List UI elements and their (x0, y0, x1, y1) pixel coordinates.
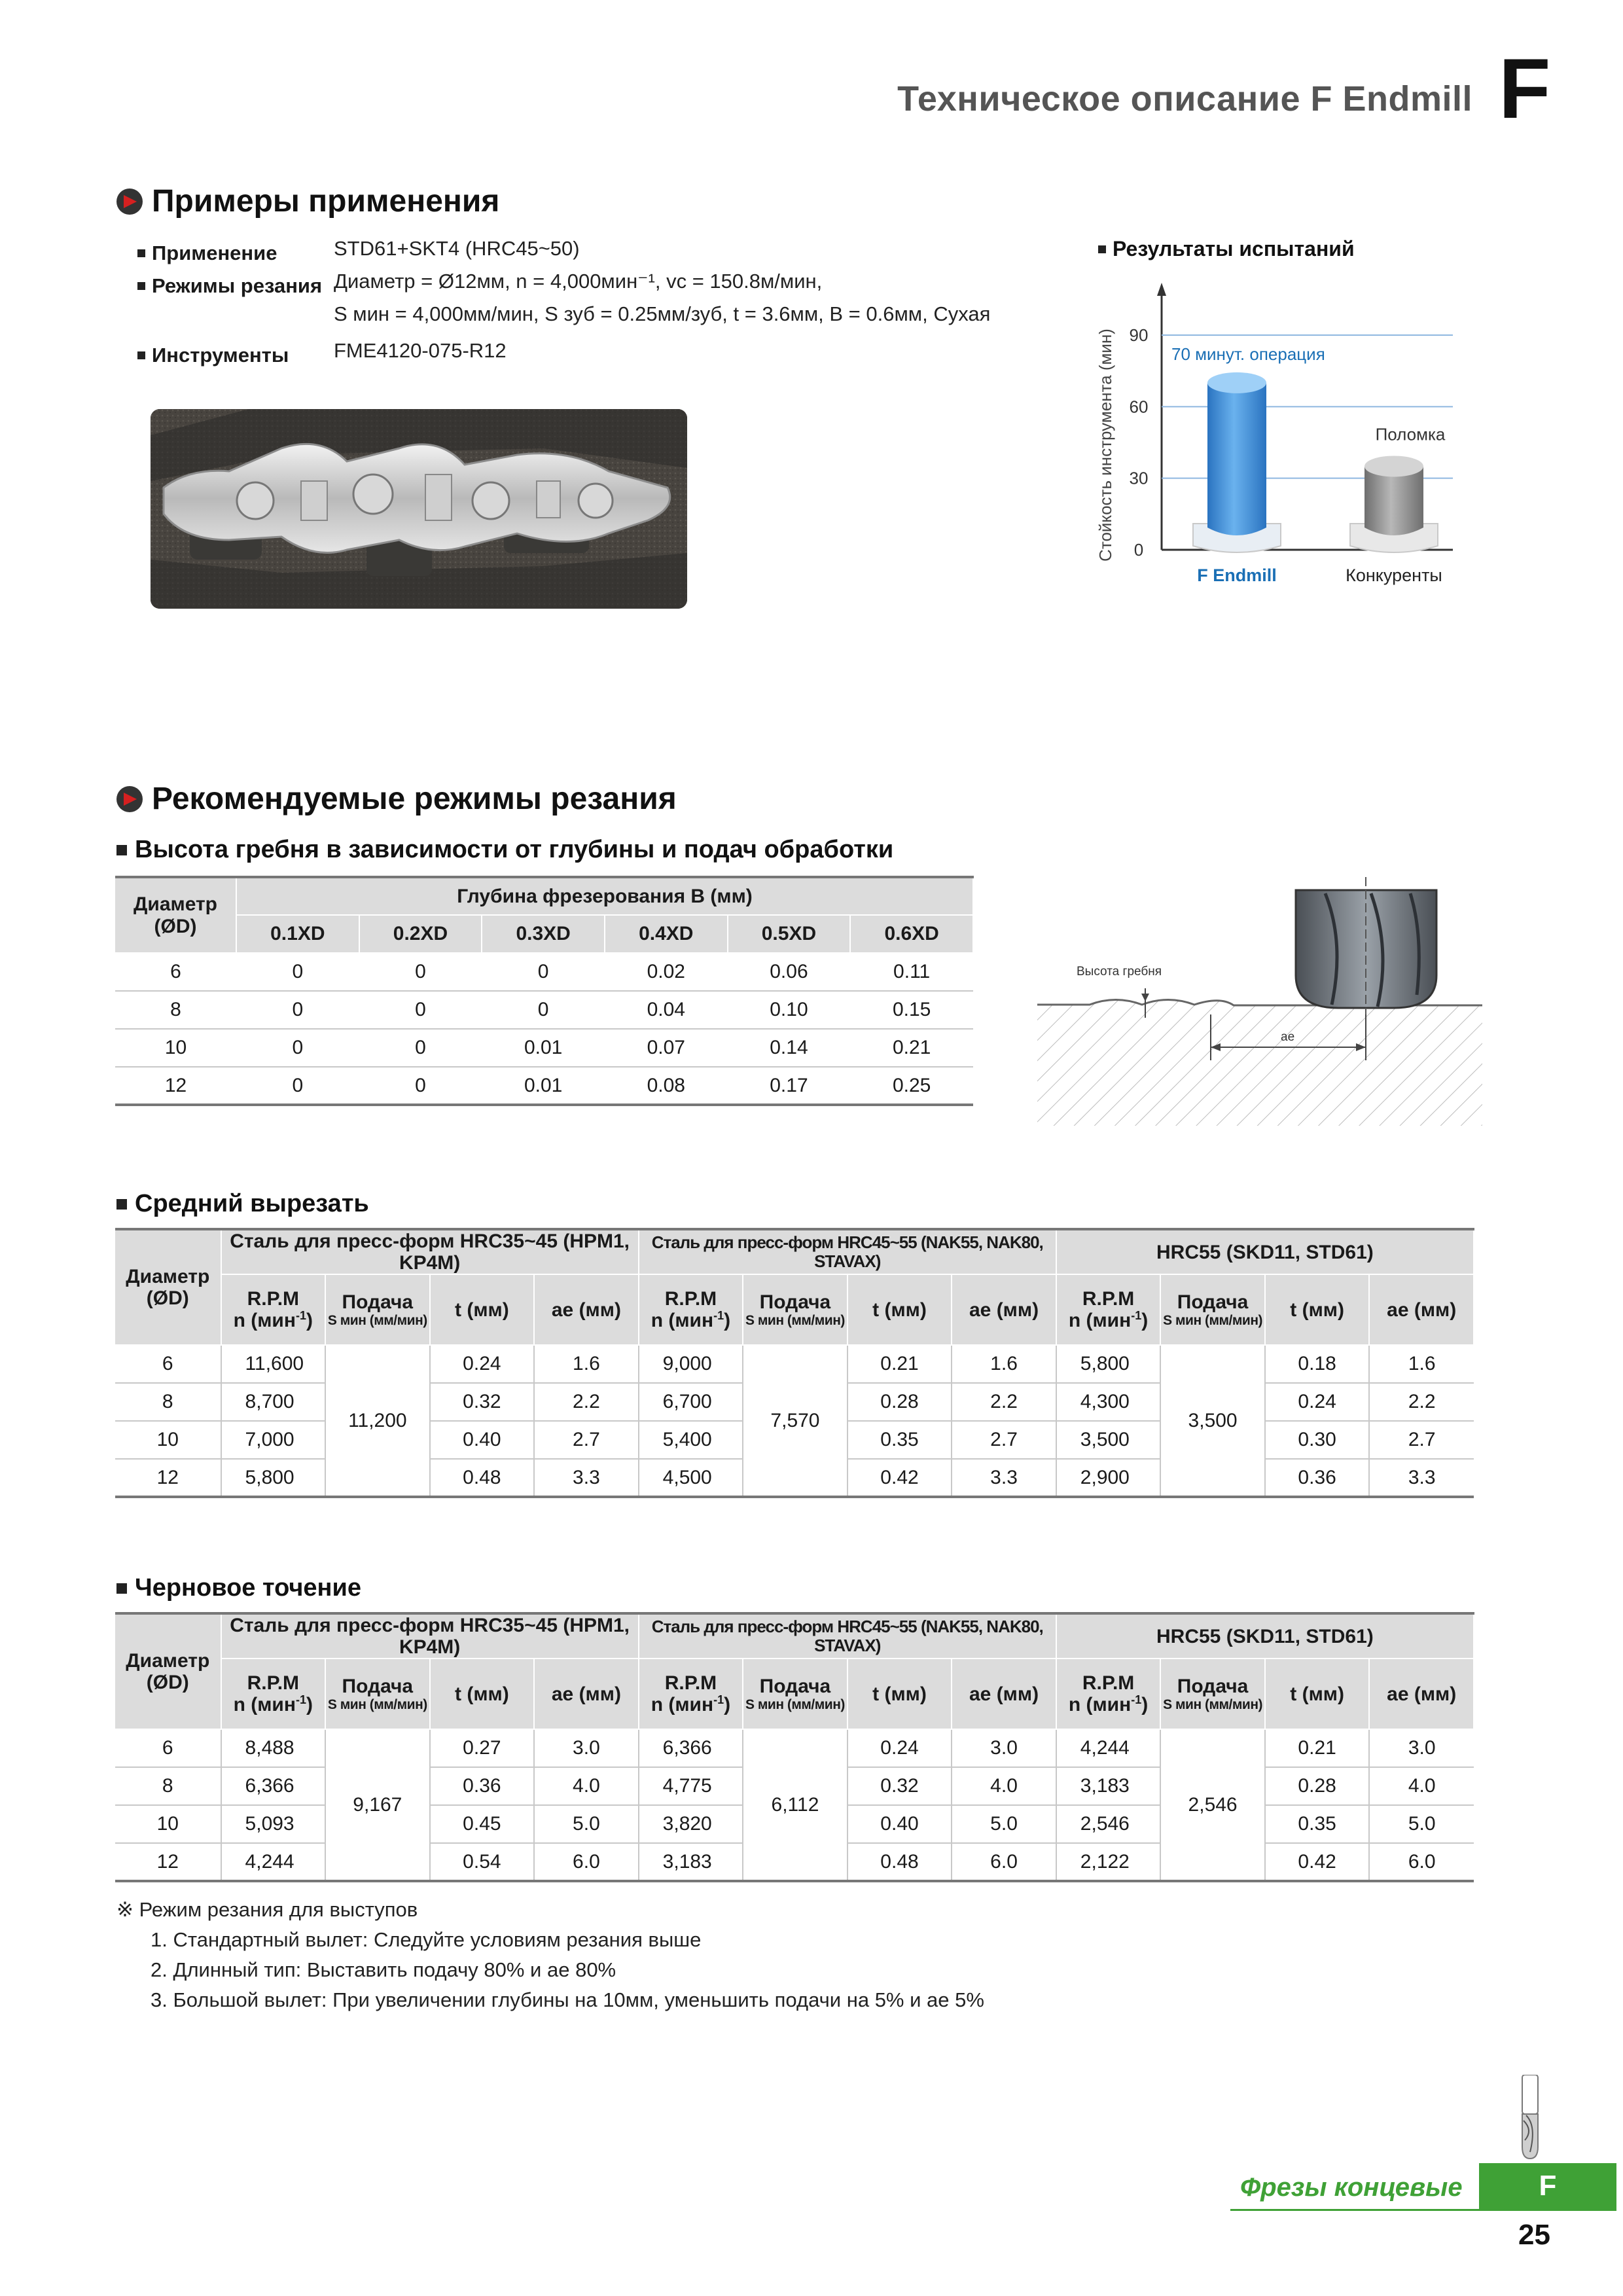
col-ae: ae (мм) (534, 1274, 639, 1345)
cell-diameter: 8 (115, 1383, 221, 1421)
cell-rpm: 8,488 (221, 1729, 326, 1767)
application-heading-text: Примеры применения (152, 184, 500, 219)
cell-ridge-height: 0.01 (482, 1029, 605, 1067)
cell-rpm: 3,820 (639, 1805, 743, 1843)
cell-ae: 2.2 (534, 1383, 639, 1421)
cell-t: 0.54 (430, 1843, 535, 1881)
application-heading (116, 183, 499, 219)
cell-rpm: 5,093 (221, 1805, 326, 1843)
endmill-icon (1517, 2075, 1543, 2160)
info-value: STD61+SKT4 (HRC45~50) (334, 237, 580, 260)
cell-rpm: 4,300 (1056, 1383, 1161, 1421)
cell-rpm: 7,000 (221, 1421, 326, 1459)
col-t: t (мм) (430, 1659, 535, 1729)
info-value: Диаметр = Ø12мм, n = 4,000мин⁻¹, vc = 150.8м/мин, (334, 270, 823, 293)
col-rpm-label: R.P.M (1082, 1288, 1135, 1310)
cell-t: 0.40 (430, 1421, 535, 1459)
medium-heading-text: Средний вырезать (135, 1190, 369, 1217)
cell-t: 0.36 (1265, 1459, 1370, 1497)
col-t: t (мм) (1265, 1659, 1370, 1729)
col-feed (1160, 1659, 1265, 1729)
cell-diameter: 6 (115, 1729, 221, 1767)
cell-ae: 4.0 (534, 1767, 639, 1805)
cell-ridge-height: 0.02 (605, 953, 728, 991)
cell-ridge-height: 0 (359, 1067, 482, 1105)
col-ae: ae (мм) (952, 1274, 1056, 1345)
cell-rpm: 4,775 (639, 1767, 743, 1805)
table-row (115, 1067, 973, 1105)
cell-ridge-height: 0.04 (605, 991, 728, 1029)
y-tick-label: 30 (1129, 468, 1149, 488)
col-ae: ae (мм) (952, 1659, 1056, 1729)
ae-label: ae (1281, 1030, 1295, 1044)
ridge-diagram (1037, 877, 1482, 1126)
cell-t: 0.24 (847, 1729, 952, 1767)
cell-diameter: 12 (115, 1843, 221, 1881)
cell-ridge-height: 0 (236, 1067, 359, 1105)
cell-rpm: 11,600 (221, 1345, 326, 1383)
cell-feed: 2,546 (1160, 1729, 1265, 1881)
cell-ridge-height: 0 (482, 953, 605, 991)
cell-ae: 1.6 (534, 1345, 639, 1383)
col-group-material: Сталь для пресс-форм HRC45~55 (NAK55, NAK80, STAVAX) (639, 1229, 1056, 1274)
cell-t: 0.24 (1265, 1383, 1370, 1421)
cell-rpm: 5,400 (639, 1421, 743, 1459)
cell-ae: 5.0 (1369, 1805, 1474, 1843)
cell-feed: 7,570 (743, 1345, 847, 1497)
cell-rpm: 3,183 (1056, 1767, 1161, 1805)
note-item: 2. Длинный тип: Выставить подачу 80% и ae 80% (151, 1958, 616, 1981)
col-rpm-label: R.P.M (664, 1288, 717, 1310)
col-group-material: HRC55 (SKD11, STD61) (1056, 1613, 1474, 1659)
y-tick-label: 90 (1129, 325, 1149, 345)
col-feed-unit: S мин (мм/мин) (327, 1696, 427, 1712)
cell-ridge-height: 0.25 (850, 1067, 973, 1105)
cell-ae: 2.7 (952, 1421, 1056, 1459)
cell-ae: 3.0 (952, 1729, 1056, 1767)
col-group-material: Сталь для пресс-форм HRC35~45 (HPM1, KP4M) (221, 1229, 639, 1274)
cell-ae: 2.7 (534, 1421, 639, 1459)
cell-t: 0.48 (430, 1459, 535, 1497)
col-rpm (1056, 1659, 1161, 1729)
col-rpm-unit: n (мин$^{-1}$) (1068, 1309, 1149, 1331)
page-number: 25 (1518, 2219, 1550, 2251)
bar-annotation: 70 минут. операция (1171, 344, 1325, 364)
cell-ae: 2.2 (1369, 1383, 1474, 1421)
rpm-unit-text: n (мин (233, 1694, 296, 1715)
table-row (115, 1029, 973, 1067)
chart-title: Результаты испытаний (1113, 237, 1355, 260)
medium-cut-table (115, 1228, 1474, 1498)
cell-ridge-height: 0.07 (605, 1029, 728, 1067)
notes (116, 1898, 984, 2018)
col-ae: ae (мм) (1369, 1659, 1474, 1729)
rpm-unit-text: n (мин (233, 1310, 296, 1331)
cell-diameter: 10 (115, 1421, 221, 1459)
col-group-material: Сталь для пресс-форм HRC45~55 (NAK55, NAK80, STAVAX) (639, 1613, 1056, 1659)
col-feed (1160, 1274, 1265, 1345)
arrow-circle-icon (116, 188, 143, 215)
cell-t: 0.18 (1265, 1345, 1370, 1383)
col-feed-label: Подача (342, 1675, 414, 1697)
col-rpm-unit: n (мин$^{-1}$) (233, 1309, 313, 1331)
cell-ridge-height: 0.01 (482, 1067, 605, 1105)
info-value: FME4120-075-R12 (334, 339, 507, 362)
y-axis-label: Стойкость инструмента (мин) (1096, 329, 1115, 562)
cell-feed: 11,200 (325, 1345, 430, 1497)
bar-annotation: Поломка (1375, 424, 1446, 444)
cell-diameter: 10 (115, 1805, 221, 1843)
cell-rpm: 2,122 (1056, 1843, 1161, 1881)
col-depth: 0.2XD (359, 915, 482, 953)
ridge-height-table (115, 876, 974, 1106)
cell-ae: 3.0 (1369, 1729, 1474, 1767)
cell-ridge-height: 0.17 (728, 1067, 851, 1105)
info-row-application (137, 237, 990, 270)
cell-ridge-height: 0.14 (728, 1029, 851, 1067)
col-feed-label: Подача (342, 1291, 414, 1313)
col-feed-unit: S мин (мм/мин) (745, 1696, 845, 1712)
col-rpm-label: R.P.M (247, 1672, 300, 1694)
col-group-depth: Глубина фрезерования B (мм) (236, 877, 973, 915)
cell-feed: 9,167 (325, 1729, 430, 1881)
col-depth: 0.5XD (728, 915, 851, 953)
arrow-circle-icon (116, 786, 143, 812)
col-rpm (1056, 1274, 1161, 1345)
cell-ridge-height: 0 (482, 991, 605, 1029)
cell-t: 0.42 (847, 1459, 952, 1497)
info-row-modes (137, 270, 990, 302)
col-feed-label: Подача (1177, 1291, 1249, 1313)
rough-cut-table (115, 1612, 1474, 1882)
cell-rpm: 8,700 (221, 1383, 326, 1421)
col-t: t (мм) (430, 1274, 535, 1345)
bullet-icon (116, 1199, 127, 1210)
cell-t: 0.35 (847, 1421, 952, 1459)
cell-rpm: 6,366 (639, 1729, 743, 1767)
cell-ae: 4.0 (1369, 1767, 1474, 1805)
section-letter: F (1499, 41, 1551, 136)
ridge-heading-text: Высота гребня в зависимости от глубины и подач обработки (135, 836, 894, 863)
col-rpm (221, 1659, 326, 1729)
info-value: S мин = 4,000мм/мин, S зуб = 0.25мм/зуб, t = 3.6мм, B = 0.6мм, Сухая (334, 302, 991, 325)
cell-diameter: 8 (115, 991, 236, 1029)
cell-ridge-height: 0.10 (728, 991, 851, 1029)
col-ae: ae (мм) (1369, 1274, 1474, 1345)
cell-diameter: 12 (115, 1067, 236, 1105)
col-rpm (221, 1274, 326, 1345)
col-rpm-label: R.P.M (247, 1288, 300, 1310)
col-feed-label: Подача (1177, 1675, 1249, 1697)
col-rpm (639, 1659, 743, 1729)
cell-rpm: 2,546 (1056, 1805, 1161, 1843)
info-label (137, 302, 334, 339)
table-row (115, 1729, 1474, 1767)
cell-rpm: 6,366 (221, 1767, 326, 1805)
cell-ridge-height: 0.08 (605, 1067, 728, 1105)
cell-ae: 6.0 (1369, 1843, 1474, 1881)
col-rpm-label: R.P.M (1082, 1672, 1135, 1694)
bar-f-endmill (1193, 372, 1281, 552)
cell-feed: 6,112 (743, 1729, 847, 1881)
col-depth: 0.4XD (605, 915, 728, 953)
cell-ridge-height: 0.21 (850, 1029, 973, 1067)
cell-t: 0.42 (1265, 1843, 1370, 1881)
recommended-heading-text: Рекомендуемые режимы резания (152, 781, 677, 816)
cell-diameter: 6 (115, 1345, 221, 1383)
col-feed-unit: S мин (мм/мин) (1163, 1696, 1262, 1712)
cell-t: 0.45 (430, 1805, 535, 1843)
cell-t: 0.36 (430, 1767, 535, 1805)
col-feed (325, 1659, 430, 1729)
col-group-material: Сталь для пресс-форм HRC35~45 (HPM1, KP4M) (221, 1613, 639, 1659)
cell-ae: 6.0 (952, 1843, 1056, 1881)
cell-rpm: 5,800 (1056, 1345, 1161, 1383)
bullet-icon (137, 249, 145, 257)
cell-ridge-height: 0 (359, 1029, 482, 1067)
cell-ae: 1.6 (1369, 1345, 1474, 1383)
cell-t: 0.21 (1265, 1729, 1370, 1767)
col-depth: 0.1XD (236, 915, 359, 953)
rpm-unit-text: n (мин (1068, 1310, 1132, 1331)
info-label: Применение (152, 242, 277, 264)
ridge-label: Высота гребня (1077, 965, 1162, 978)
table-row (115, 991, 973, 1029)
cell-diameter: 6 (115, 953, 236, 991)
col-rpm (639, 1274, 743, 1345)
rough-heading (116, 1574, 361, 1602)
cell-ae: 6.0 (534, 1843, 639, 1881)
workpiece-photo (151, 409, 687, 609)
col-t: t (мм) (847, 1659, 952, 1729)
cell-t: 0.28 (847, 1383, 952, 1421)
cell-ae: 3.0 (534, 1729, 639, 1767)
cell-rpm: 3,500 (1056, 1421, 1161, 1459)
col-feed (743, 1659, 847, 1729)
col-rpm-unit: n (мин$^{-1}$) (651, 1693, 731, 1715)
ridge-heading (116, 836, 893, 864)
cell-diameter: 12 (115, 1459, 221, 1497)
col-feed-label: Подача (759, 1291, 831, 1313)
cell-rpm: 4,244 (221, 1843, 326, 1881)
bullet-icon (137, 351, 145, 359)
cell-rpm: 6,700 (639, 1383, 743, 1421)
cell-rpm: 5,800 (221, 1459, 326, 1497)
cell-rpm: 2,900 (1056, 1459, 1161, 1497)
col-rpm-unit: n (мин$^{-1}$) (651, 1309, 731, 1331)
col-ae: ae (мм) (534, 1659, 639, 1729)
cell-ridge-height: 0.11 (850, 953, 973, 991)
cell-t: 0.24 (430, 1345, 535, 1383)
bullet-icon (116, 1583, 127, 1594)
medium-heading (116, 1190, 369, 1218)
col-group-material: HRC55 (SKD11, STD61) (1056, 1229, 1474, 1274)
col-t: t (мм) (1265, 1274, 1370, 1345)
cell-rpm: 3,183 (639, 1843, 743, 1881)
y-tick-label: 0 (1133, 540, 1144, 560)
recommended-heading (116, 781, 677, 817)
cell-t: 0.40 (847, 1805, 952, 1843)
cell-ridge-height: 0.06 (728, 953, 851, 991)
footer-divider (1230, 2209, 1616, 2211)
col-feed (325, 1274, 430, 1345)
cell-rpm: 9,000 (639, 1345, 743, 1383)
rpm-unit-text: n (мин (1068, 1694, 1132, 1715)
chart-heading (1098, 237, 1355, 261)
cell-t: 0.30 (1265, 1421, 1370, 1459)
cell-t: 0.32 (847, 1767, 952, 1805)
y-tick-label: 60 (1129, 397, 1149, 417)
cell-t: 0.48 (847, 1843, 952, 1881)
cell-t: 0.27 (430, 1729, 535, 1767)
info-row-tools (137, 339, 990, 372)
info-label: Режимы резания (152, 274, 323, 297)
cell-ridge-height: 0 (359, 991, 482, 1029)
cell-ae: 2.7 (1369, 1421, 1474, 1459)
footer-tab: F (1479, 2163, 1616, 2209)
test-results-chart (1086, 275, 1479, 596)
x-category-label: F Endmill (1197, 565, 1277, 585)
rpm-unit-text: n (мин (651, 1310, 714, 1331)
cell-ae: 3.3 (1369, 1459, 1474, 1497)
cell-rpm: 4,500 (639, 1459, 743, 1497)
col-rpm-unit: n (мин$^{-1}$) (233, 1693, 313, 1715)
cell-ridge-height: 0 (236, 1029, 359, 1067)
x-category-label: Конкуренты (1346, 565, 1442, 585)
cell-t: 0.21 (847, 1345, 952, 1383)
col-rpm-unit: n (мин$^{-1}$) (1068, 1693, 1149, 1715)
col-diameter: Диаметр (ØD) (115, 1229, 221, 1345)
bullet-icon (137, 282, 145, 290)
col-t: t (мм) (847, 1274, 952, 1345)
rpm-unit-text: n (мин (651, 1694, 714, 1715)
page-title: Техническое описание F Endmill (897, 79, 1472, 118)
bullet-icon (116, 845, 127, 855)
col-diameter: Диаметр (ØD) (115, 1613, 221, 1729)
cell-ae: 3.3 (534, 1459, 639, 1497)
col-depth: 0.3XD (482, 915, 605, 953)
cell-ae: 3.3 (952, 1459, 1056, 1497)
rough-heading-text: Черновое точение (135, 1574, 361, 1602)
bullet-icon (1098, 245, 1106, 253)
bar-competitor (1350, 456, 1438, 552)
cell-ae: 5.0 (534, 1805, 639, 1843)
note-item: 3. Большой вылет: При увеличении глубины на 10мм, уменьшить подачи на 5% и ae 5% (151, 1988, 984, 2011)
col-feed-unit: S мин (мм/мин) (745, 1312, 845, 1328)
notes-title: ※ Режим резания для выступов (116, 1898, 418, 1921)
cell-feed: 3,500 (1160, 1345, 1265, 1497)
info-label: Инструменты (152, 344, 289, 367)
footer-category: Фрезы концевые (1240, 2173, 1463, 2202)
col-feed-unit: S мин (мм/мин) (327, 1312, 427, 1328)
cell-ae: 1.6 (952, 1345, 1056, 1383)
application-info (137, 237, 990, 372)
cell-ae: 5.0 (952, 1805, 1056, 1843)
cell-t: 0.32 (430, 1383, 535, 1421)
col-diameter: Диаметр (ØD) (115, 877, 236, 953)
cell-ae: 4.0 (952, 1767, 1056, 1805)
cell-rpm: 4,244 (1056, 1729, 1161, 1767)
cell-ridge-height: 0 (359, 953, 482, 991)
cell-diameter: 10 (115, 1029, 236, 1067)
col-feed-unit: S мин (мм/мин) (1163, 1312, 1262, 1328)
col-feed (743, 1274, 847, 1345)
table-row (115, 1345, 1474, 1383)
cell-t: 0.28 (1265, 1767, 1370, 1805)
col-rpm-label: R.P.M (664, 1672, 717, 1694)
col-feed-label: Подача (759, 1675, 831, 1697)
cell-ridge-height: 0 (236, 991, 359, 1029)
cell-diameter: 8 (115, 1767, 221, 1805)
cell-t: 0.35 (1265, 1805, 1370, 1843)
col-depth: 0.6XD (850, 915, 973, 953)
cell-ridge-height: 0 (236, 953, 359, 991)
table-row (115, 953, 973, 991)
y-axis-arrow-icon (1157, 283, 1166, 296)
note-item: 1. Стандартный вылет: Следуйте условиям резания выше (151, 1928, 702, 1951)
cell-ridge-height: 0.15 (850, 991, 973, 1029)
info-row-modes-cont (137, 302, 990, 339)
cell-ae: 2.2 (952, 1383, 1056, 1421)
